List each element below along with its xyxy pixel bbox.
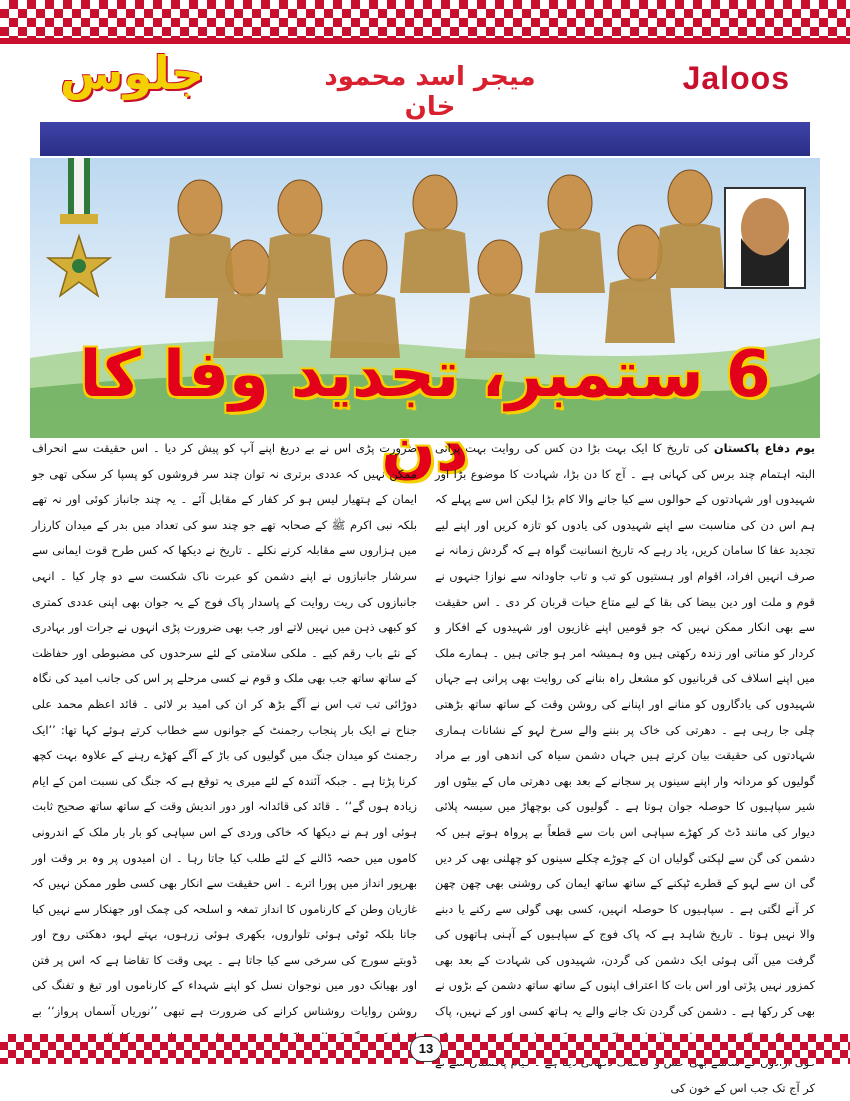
magazine-logo: جلوس — [60, 46, 205, 100]
article-text-right: کی تاریخ کا ایک بہت بڑا دن کس کی روایت بہت پرانی البتہ اہتمام چند برس کی کہانی ہے ۔ آج کا دن بڑا، شہادت کا موضوع بڑا اور شہیدوں اور شہادتوں کے حوالوں سے کیا جانے والا کام بڑا لیکن اس سے پہلے کہ ہم اس دن کی مناسبت سے اپنے شہیدوں کی یادوں کو تازہ کریں اور اپنے لیے تجدید عفا کا سامان کریں، یاد رہے کہ تاریخ انسانیت گواہ ہے کہ گردش زمانہ نے صرف انہیں افراد، اقوام اور ہستیوں کو تب و تاب جاودانہ سے نوازا جنہوں نے قوم و ملت اور دین بیضا کی بقا کے لیے متاع حیات قربان کر دی ۔ اس حقیقت سے بھی انکار ممکن نہیں کہ جو قومیں اپنے غازیوں اور شہیدوں کے افکار و کردار کو مناتی اور زندہ رکھتی ہیں وہ ہمیشہ امر ہو جاتی ہیں ۔ ہمارے ملک میں اپنے اسلاف کی قربانیوں کو مشعل راہ بنانے کی روایت بھی پرانی ہے جہاں شہیدوں کی یادگاروں کو منانے اور اپنانے کی روشن وقت کے ساتھ ساتھ بڑھتی چلی جا رہی ہے ۔ دھرتی کی خاک پر بننے والے سرخ لہو کے نشانات ہماری شہادتوں کی حقیقت بیان کرتے ہیں جہاں دشمن سیاہ کی اندھی اور بے مراد گولیوں کو مردانہ وار اپنے سینوں پر سجانے کے بعد بھی دھرتی ماں کے بیٹوں اور شیر سپاہیوں کا حوصلہ جوان ہوتا ہے ۔ گولیوں کی بوچھاڑ میں سیسہ پلائی دیوار کی مانند ڈٹ کر کھڑے سپاہی اس بات سے قطعاً بے پرواہ ہوتے ہیں کہ دشمن کی گن سے لپکتی گولیاں ان کے چوڑے چکلے سینوں کو چھلنی بھی کر دیں گی ان سے لہو کے قطرے ٹپکنے کے ساتھ ساتھ ایمان کی روشنی بھی چھن چھن کر آنے لگتی ہے ۔ سپاہیوں کا حوصلہ انہیں، کسی بھی گولی سے رکنے یا دبنے والا نہیں ہوتا ۔ تاریخ شاہد ہے کہ پاک فوج کے سپاہیوں کے آہنی ہاتھوں کی گرفت میں آئی ہوئی ایک دشمن کی گردن، شہیدوں کی شہادت کے بعد بھی کمزور نہیں پڑتی اور اس بات کا اعتراف اپنوں کے ساتھ ساتھ دشمن کے بڑوں نے بھی کر رکھا ہے ۔ دشمن کی گردن تک جانے والے یہ ہاتھ کسی اور کے نہیں، پاک کر آج تک جب اس کے خون کی — [435, 441, 815, 1095]
article-column-right — [435, 436, 815, 1095]
header-blue-bar — [40, 122, 810, 156]
checkered-border-top — [0, 0, 850, 38]
author-name: میجر اسد محمود خان — [324, 62, 536, 122]
page-number: 13 — [410, 1036, 442, 1062]
brand-name: Jaloos — [682, 60, 790, 96]
article-column-left — [32, 436, 417, 1021]
article-text-left: ضرورت پڑی اس نے بے دریغ اپنے آپ کو پیش کر دیا ۔ اس حقیقت سے انحراف ممکن نہیں کہ عددی برتری نہ توان چند سر فروشوں کو پسپا کر سکی تھی جو ایمان کے ہتھیار لیس ہو کر کفار کے مقابل آئے ۔ یہ چند جانباز کوئی اور نہ تھے بلکہ نبی اکرم ﷺ کے صحابہ تھے جو چند سو کی تعداد میں بدر کے میدان کارزار میں ہزاروں سے مقابلہ کرنے نکلے ۔ تاریخ نے دیکھا کہ کس طرح قوت ایمانی سے سرشار جانبازوں نے اپنے دشمن کو عبرت ناک شکست سے دو چار کیا ۔ انہی جانبازوں کی ریت روایت کے پاسدار پاک فوج کے یہ جوان بھی اپنی عددی کمتری کو کبھی ذہن میں نہیں لاتے اور جب بھی ضرورت پڑی انہوں نے جرات اور بہادری کے نئے باب رقم کیے ۔ ملکی سلامتی کے لئے سرحدوں کی مضبوطی اور حفاظت کے ساتھ ساتھ جب بھی ملک و قوم نے کسی مرحلے پر اس کی جانب امید کی نگاہ دوڑائی تب تب اس نے آگے بڑھ کر ان کی امید بر لائی ۔ قائد اعظم محمد علی جناح نے ایک بار پنجاب رجمنٹ کے جوانوں سے خطاب کرتے ہوئے کہا تھا: ’’ایک رجمنٹ کو میدان جنگ میں گولیوں کی باڑ کے آگے کھڑے رہنے کے علاوہ بہت کچھ کرنا پڑتا ہے ۔ جبکہ آئندہ کے لئے میری یہ توقع ہے کہ جنگ کی نسبت امن کے ایام زیادہ ہوں گے‘‘ ۔ قائد کی قائدانہ اور دور اندیش وقت کے ساتھ ساتھ صحیح ثابت ہوئی اور ہم نے دیکھا کہ خاکی وردی کے اس سپاہی کو بار بار ملک کے اندرونی کاموں میں حصہ ڈالنے کے لئے طلب کیا جاتا رہا ۔ ان امیدوں پر وہ بر وقت اور بھرپور انداز میں پورا اترے ۔ اس حقیقت سے انکار بھی کسی طور ممکن نہیں کہ غازیان وطن کے کارناموں کا انداز تمغہ و اسلحہ کی چمک اور جھنکار سے نہیں کیا جاتا بلکہ ٹوٹی ہوئی تلواروں، بکھری ہوئی زرہوں، بہتے لہو، دھکتی روح اور ڈوبتے سورج کی سرخی سے کیا جاتا ہے ۔ یہی وقت کا تقاضا ہے کہ اس پر فتن اور بھیانک دور میں نوجوان نسل کو اپنے شہداء کے کارناموں اور تیغ و تفنگ کی روشن روایات روشناس کرانے کی ضرورت ہے تبھی ’’نوریاں آسماں پرواز‘‘ بے — [32, 441, 417, 1019]
article-lead: یوم دفاع پاکستان — [713, 441, 815, 455]
page-headline: 6 ستمبر، تجدید وفا کا دن — [79, 338, 771, 486]
